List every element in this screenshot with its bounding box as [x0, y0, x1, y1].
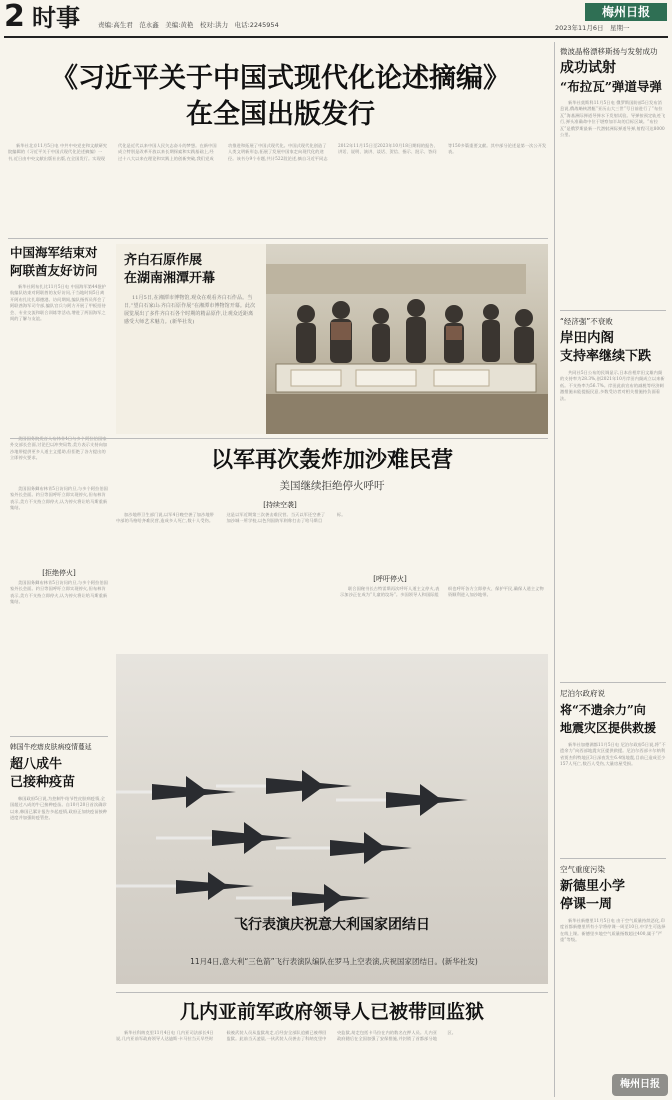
bottom-headline: 几内亚前军政府领导人已被带回监狱: [179, 1001, 484, 1023]
right-title-4a: 新德里小学: [560, 879, 626, 894]
right-title-1a: 成功试射: [560, 60, 616, 76]
left-title-1b: 阿联酋友好访问: [10, 263, 98, 278]
divider: [116, 992, 548, 993]
left-kicker-3: 韩国牛疙瘩皮肤病疫情蔓延: [10, 743, 92, 751]
right-kicker-4: 空气重度污染: [560, 865, 605, 874]
gaza-kicker-c: [呼吁停火]: [373, 575, 407, 583]
divider: [8, 238, 548, 239]
page-number: 2: [4, 0, 25, 34]
column-divider: [554, 42, 555, 1097]
gaza-body-left: 美国国务卿布林肯5日访问约旦,与多个阿拉伯国家外长会面。约旦等国呼吁立即实现停火,但布林肯表示,美方不支持立即停火,认为停火将让哈马斯重新集结。: [10, 580, 108, 605]
left-body-1: 新华社阿布扎比11月5日电 中国海军第44批护航编队结束对阿联酋的友好访问,于当地时间5日离开阿布扎比扎耶德港。访问期间,编队指挥员拜会了阿联酋海军司令部,编队官兵与阿方开展了甲板招待会、专业交流和联合训练等活动,增进了两国海军之间的了解与友谊。: [10, 284, 107, 322]
staff-line: 责编:高生君 范永鑫 美编:黄艳 校对:洪力 电话:2245954: [98, 21, 279, 29]
newspaper-logo: 梅州日报: [585, 3, 667, 21]
left-body-2: 外交部长会面,讨论巴以冲突局势,美方表示支持向加沙地带提供更多人道主义援助,但拒绝了各方提出的立即停火要求。: [10, 442, 108, 461]
air-show-photo: [116, 654, 548, 984]
gaza-subheadline: 美国继续拒绝停火呼吁: [279, 480, 385, 492]
divider: [560, 858, 666, 859]
air-show-scene: [116, 654, 548, 984]
photo1-title-b: 在湖南湘潭开幕: [124, 271, 216, 286]
right-title-2b: 支持率继续下跌: [560, 349, 652, 364]
right-body-3: 新华社加德满都11月5日电 尼泊尔政府5日说,将“不遗余力”向西部地震灾区提供救援。尼泊尔西部卡尔纳利省贾杰科特地区3日深夜发生6.4级地震,目前已造成至少157人死亡,数百人受伤,大量房屋受损。: [560, 742, 666, 767]
masthead: [0, 0, 672, 38]
issue-date: 2023年11月6日 星期一: [555, 24, 630, 32]
right-title-3a: 将“不遗余力”向: [560, 703, 646, 717]
right-body-1: 新华社莫斯科11月5日电 俄罗斯国防部5日发布消息说,俄战略核潜艇“亚历山大三世”号日前进行了“布拉瓦”海基洲际弹道导弹水下发射试验。导弹按预定轨迹飞行,弹头准确命中位于堪察加半岛的目标区域。“布拉瓦”是俄罗斯最新一代潜射洲际弹道导弹,射程可达8000公里。: [560, 100, 666, 138]
bottom-body: 新华社科纳克里11月4日电 几内亚司法部长4日说,几内亚前军政府领导人达迪斯·卡马拉当天早些时候被武装人员从监狱劫走,后经安全部队追捕已被带回监狱。此前当天凌晨,一伙武装人员袭击了科纳克里中央监狱,劫走包括卡马拉在内的数名在押人员。几内亚政府随后在全国加强了安保措施,并封锁了首都部分地区。: [116, 1030, 457, 1042]
gaza-kicker-a: [拒绝停火]: [42, 569, 76, 577]
photo2-title: 飞行表演庆祝意大利国家团结日: [234, 917, 430, 933]
divider: [10, 736, 108, 737]
lead-headline-line1: 《习近平关于中国式现代化论述摘编》: [51, 63, 510, 94]
gaza-kicker-b: [持续空袭]: [263, 501, 297, 509]
left-body-3: 韩国政府5日说,为控制牛结节性皮肤病疫情,全国超过八成的牛已接种疫苗。自10月20日首次确诊以来,韩国已累计报告多起疫情,政府正加快疫苗接种进度并加强防疫管控。: [10, 796, 108, 821]
right-title-1b: “布拉瓦”弹道导弹: [560, 79, 662, 94]
photo1-title-a: 齐白石原作展: [124, 253, 203, 268]
divider: [560, 310, 666, 311]
section-name: 时事: [32, 4, 80, 32]
watermark-badge: 梅州日报: [612, 1074, 668, 1096]
lead-headline-line2: 在全国出版发行: [186, 99, 375, 130]
right-kicker-1: 微波晶格漂移斯扬与发射成功: [560, 47, 658, 56]
left-title-3b: 已接种疫苗: [10, 775, 76, 790]
gaza-body-main: 加沙地带卫生部门说,以军4日晚空袭了加沙地带中部的马格哈齐难民营,造成多人死亡,数十人受伤。这是以军近期第三次袭击难民营。当天以军还空袭了加沙城一所学校,以色列国防军则称打击了哈马斯目标。: [116, 512, 346, 524]
divider: [10, 438, 548, 439]
lead-body: 新华社北京11月5日电 中共中央党史和文献研究院编辑的《习近平关于中国式现代化论述摘编》一书,近日由中央文献出版社出版,在全国发行。实现现代化是近代以来中国人民矢志奋斗的梦想。在新中国成立特别是改革开放以来长期探索和实践基础上,经过十八大以来在理论和实践上的创新突破,我们党成功推进和拓展了中国式现代化。中国式现代化创造了人类文明新形态,拓展了发展中国家走向现代化的途径。该书分9个专题,共计522段论述,摘自习近平同志2012年11月15日至2023年10月18日期间的报告、讲话、说明、演讲、谈话、贺信、指示、批示、答问等150多篇重要文献。其中部分论述是第一次公开发表。: [8, 143, 547, 161]
exhibition-photo: [116, 244, 548, 434]
right-title-3b: 地震灾区提供救援: [560, 721, 657, 735]
gaza-body-left-top: 美国国务卿布林肯5日访问约旦,与多个阿拉伯国家外长会面。约旦等国呼吁立即实现停火,但布林肯表示,美方不支持立即停火,认为停火将让哈马斯重新集结。: [10, 486, 108, 511]
right-kicker-3: 尼泊尔政府说: [560, 689, 605, 698]
right-body-4: 新华社新德里11月5日电 由于空气质量持续恶化,印度首都新德里所有小学将停课一周至10日,中学生可选择在线上课。新德里多地空气质量指数超过400,属于“严重”等级。: [560, 918, 666, 943]
right-title-4b: 停课一周: [560, 897, 613, 912]
photo1-caption: 11月5日,在湘潭市博物馆,观众在观看齐白石作品。当日,“望白石家山:齐白石原作展”在湘潭市博物馆开幕。此次展览展出了多件齐白石各个时期的精品原作,让观众近距离感受大师艺术魅力。(新华社发): [124, 295, 256, 325]
gaza-body-right: 联合国秘书长古特雷斯再次呼吁人道主义停火,表示加沙正在成为“儿童的坟场”。多国领导人和国际组织也呼吁各方立即停火、保护平民,确保人道主义物资顺利进入加沙地带。: [340, 586, 544, 598]
right-kicker-2: “经济强”不衰败: [560, 317, 613, 326]
gaza-headline: 以军再次轰炸加沙难民营: [210, 447, 453, 473]
right-body-2: 共同社5日公布的民调显示,日本首相岸田文雄内阁的支持率为28.3%,创2021年10月岸田内阁成立以来新低。不支持率为56.7%。岸田此前宣布的减税等经济刺激措施未能提振民意,多数受访者对相关措施持负面看法。: [560, 370, 665, 401]
header-rule: [4, 36, 668, 38]
left-title-1a: 中国海军结束对: [10, 245, 98, 260]
right-title-2a: 岸田内阁: [560, 330, 614, 346]
divider: [560, 682, 666, 683]
photo2-caption: 11月4日,意大利“三色箭”飞行表演队编队在罗马上空表演,庆祝国家团结日。(新华社发): [190, 957, 478, 966]
left-title-3a: 超八成牛: [10, 757, 63, 772]
